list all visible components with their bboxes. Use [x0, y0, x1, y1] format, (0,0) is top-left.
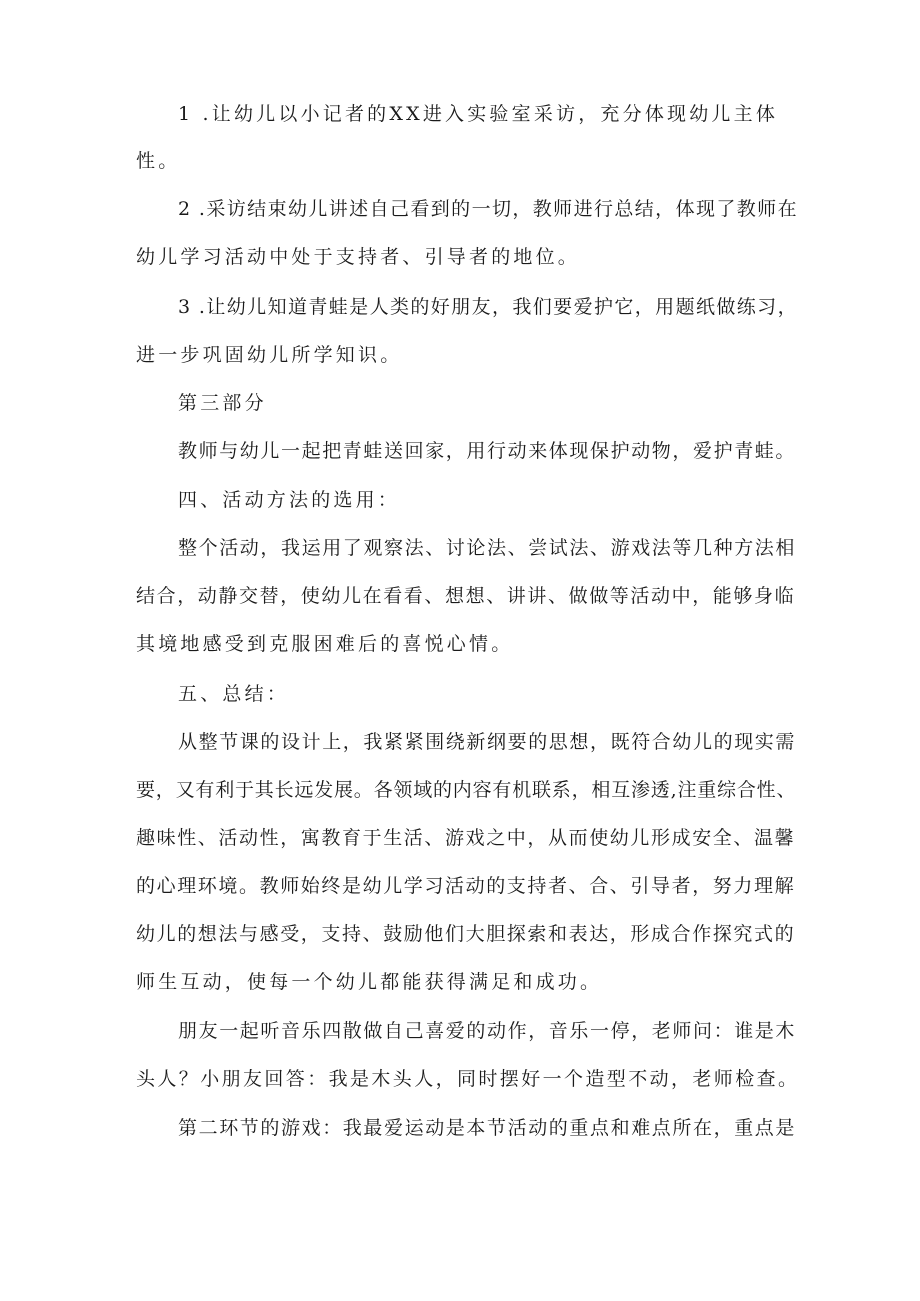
paragraph-5-line-3: 其境地感受到克服困难后的喜悦心情。	[136, 633, 514, 655]
paragraph-5-line-1: 整个活动，我运用了观察法、讨论法、尝试法、游戏法等几种方法相	[178, 537, 797, 559]
paragraph-5-line-2: 结合，动静交替，使幼儿在看看、想想、讲讲、做做等活动中，能够身临	[136, 585, 796, 607]
paragraph-3-line-1: 3 .让幼儿知道青蛙是人类的好朋友，我们要爱护它，用题纸做练习，	[178, 296, 798, 318]
paragraph-1-line-2: 性。	[136, 150, 181, 172]
paragraph-6-line-2: 要，又有利于其长远发展。各领域的内容有机联系，相互渗透,注重综合性、	[136, 779, 797, 801]
paragraph-6-line-3: 趣味性、活动性，寓教育于生活、游戏之中，从而使幼儿形成安全、温馨	[136, 827, 796, 849]
paragraph-6-line-1: 从整节课的设计上，我紧紧围绕新纲要的思想，既符合幼儿的现实需	[178, 731, 797, 753]
paragraph-7-line-2: 头人？小朋友回答：我是木头人，同时摆好一个造型不动，老师检查。	[136, 1068, 800, 1090]
paragraph-6-line-4: 的心理环境。教师始终是幼儿学习活动的支持者、合、引导者，努力理解	[136, 875, 796, 897]
paragraph-6-line-6: 师生互动，使每一个幼儿都能获得满足和成功。	[136, 971, 603, 993]
paragraph-1-line-1: 1 .让幼儿以小记者的XX进入实验室采访，充分体现幼儿主体	[178, 103, 779, 125]
section-heading-part-three: 第三部分	[178, 392, 267, 414]
paragraph-2-line-1: 2 .采访结束幼儿讲述自己看到的一切，教师进行总结，体现了教师在	[178, 198, 798, 220]
paragraph-3-line-2: 进一步巩固幼儿所学知识。	[136, 344, 403, 366]
section-heading-methods: 四、活动方法的选用：	[178, 489, 401, 511]
paragraph-7-line-1: 朋友一起听音乐四散做自己喜爱的动作，音乐一停，老师问：谁是木	[178, 1020, 797, 1042]
section-heading-summary: 五、总结：	[178, 683, 290, 705]
paragraph-4-line-1: 教师与幼儿一起把青蛙送回家，用行动来体现保护动物，爱护青蛙。	[178, 440, 797, 462]
paragraph-8-line-1: 第二环节的游戏：我最爱运动是本节活动的重点和难点所在，重点是	[178, 1117, 797, 1139]
paragraph-2-line-2: 幼儿学习活动中处于支持者、引导者的地位。	[136, 246, 581, 268]
paragraph-6-line-5: 幼儿的想法与感受，支持、鼓励他们大胆探索和表达，形成合作探究式的	[136, 923, 796, 945]
